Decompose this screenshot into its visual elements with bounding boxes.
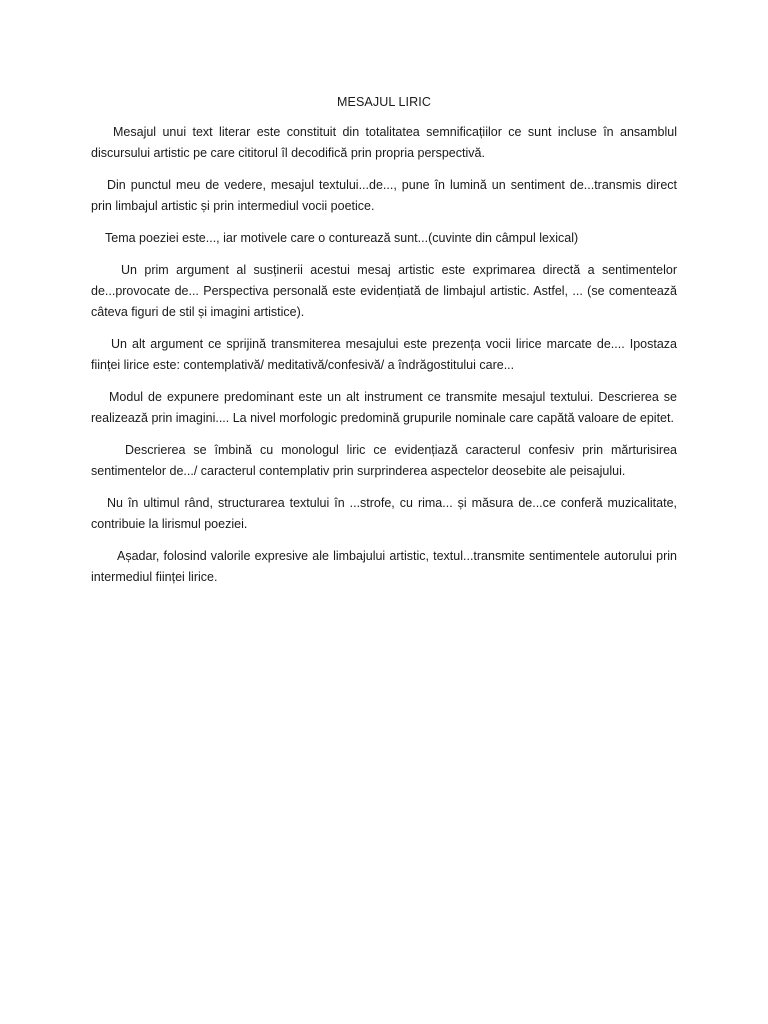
paragraph-exposition-mode: Modul de expunere predominant este un alt instrument ce transmite mesajul textului. Descrierea se realizează prin imagini.... La nivel morfologic predomină grupurile nominale care capătă valoare de epitet. [91,390,677,425]
paragraph-conclusion: Așadar, folosind valorile expresive ale limbajului artistic, textul...transmite sentimentele autorului prin intermediul ființei lirice. [91,549,677,584]
paragraph-description-monologue: Descrierea se îmbină cu monologul liric ce evidențiază caracterul confesiv prin mărturisirea sentimentelor de.../ caracterul contemplativ prin surprinderea aspectelor deosebite ale peisajului. [91,443,677,478]
paragraph-opinion: Din punctul meu de vedere, mesajul textului...de..., pune în lumină un sentiment de...transmis direct prin limbajul artistic și prin intermediul vocii poetice. [91,178,677,213]
paragraph-second-argument: Un alt argument ce sprijină transmiterea mesajului este prezența vocii lirice marcate de.... Ipostaza ființei lirice este: contemplativă/ meditativă/confesivă/ a îndrăgostitului care... [91,337,677,372]
document-body [91,92,677,599]
paragraph-definition: Mesajul unui text literar este constituit din totalitatea semnificațiilor ce sunt incluse în ansamblul discursului artistic pe care cititorul îl decodifică prin propria perspectivă. [91,125,677,160]
document-title: MESAJUL LIRIC [337,95,431,109]
paragraph-theme: Tema poeziei este..., iar motivele care o conturează sunt...(cuvinte din câmpul lexical) [105,231,579,245]
paragraph-first-argument: Un prim argument al susținerii acestui mesaj artistic este exprimarea directă a sentimentelor de...provocate de... Perspectiva personală este evidențiată de limbajul artistic. Astfel, ... (se comentează câteva figuri de stil și imagini artistice). [91,263,677,319]
paragraph-structure: Nu în ultimul rând, structurarea textului în ...strofe, cu rima... și măsura de...ce conferă muzicalitate, contribuie la lirismul poeziei. [91,496,677,531]
